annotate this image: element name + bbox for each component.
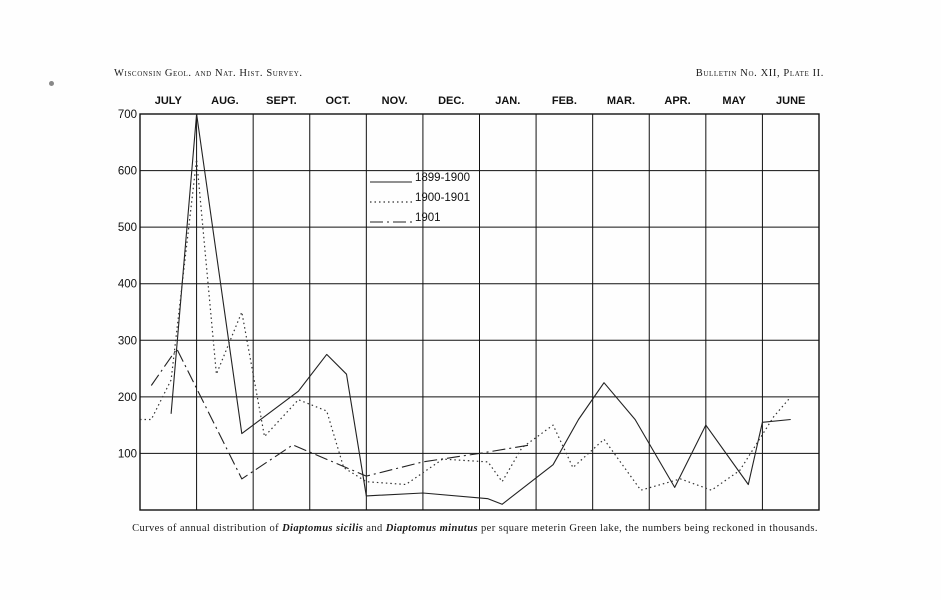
y-tick-label: 700 xyxy=(117,109,137,121)
header-left: Wisconsin Geol. and Nat. Hist. Survey. xyxy=(114,68,303,79)
caption-part3: per square meterin Green lake, the numbers being reckoned in thousands. xyxy=(481,523,818,534)
caption-part2: and xyxy=(366,523,383,534)
month-label: DEC. xyxy=(438,95,465,107)
month-label: JULY xyxy=(154,95,182,107)
series-line-1900-1901 xyxy=(140,159,791,490)
y-tick-label: 300 xyxy=(117,335,137,348)
header-right: Bulletin No. XII, Plate II. xyxy=(695,68,824,79)
month-label: FEB. xyxy=(551,95,577,107)
legend-label: 1900-1901 xyxy=(415,192,470,204)
y-tick-label: 400 xyxy=(117,278,137,291)
month-label: AUG. xyxy=(211,95,239,107)
y-tick-label: 500 xyxy=(117,222,137,235)
figure-caption xyxy=(120,523,830,534)
y-tick-label: 100 xyxy=(117,448,137,461)
month-label: MAY xyxy=(722,95,746,107)
month-label: SEPT. xyxy=(266,95,297,107)
month-label: JUNE xyxy=(776,95,806,107)
month-label: APR. xyxy=(664,95,691,107)
legend-label: 1901 xyxy=(415,212,441,224)
month-label: MAR. xyxy=(606,95,636,107)
y-tick-label: 600 xyxy=(117,165,137,178)
caption-species2: Diaptomus minutus xyxy=(385,523,478,534)
month-label: JAN. xyxy=(495,95,521,107)
legend-label: 1899-1900 xyxy=(415,172,470,184)
month-label: NOV. xyxy=(381,95,408,107)
y-tick-label: 200 xyxy=(117,391,137,404)
caption-part1: Curves of annual distribution of xyxy=(132,523,280,534)
month-label: OCT. xyxy=(325,95,351,107)
caption-species1: Diaptomus sicilis xyxy=(282,523,364,534)
series-line-1899-1900 xyxy=(171,114,791,504)
